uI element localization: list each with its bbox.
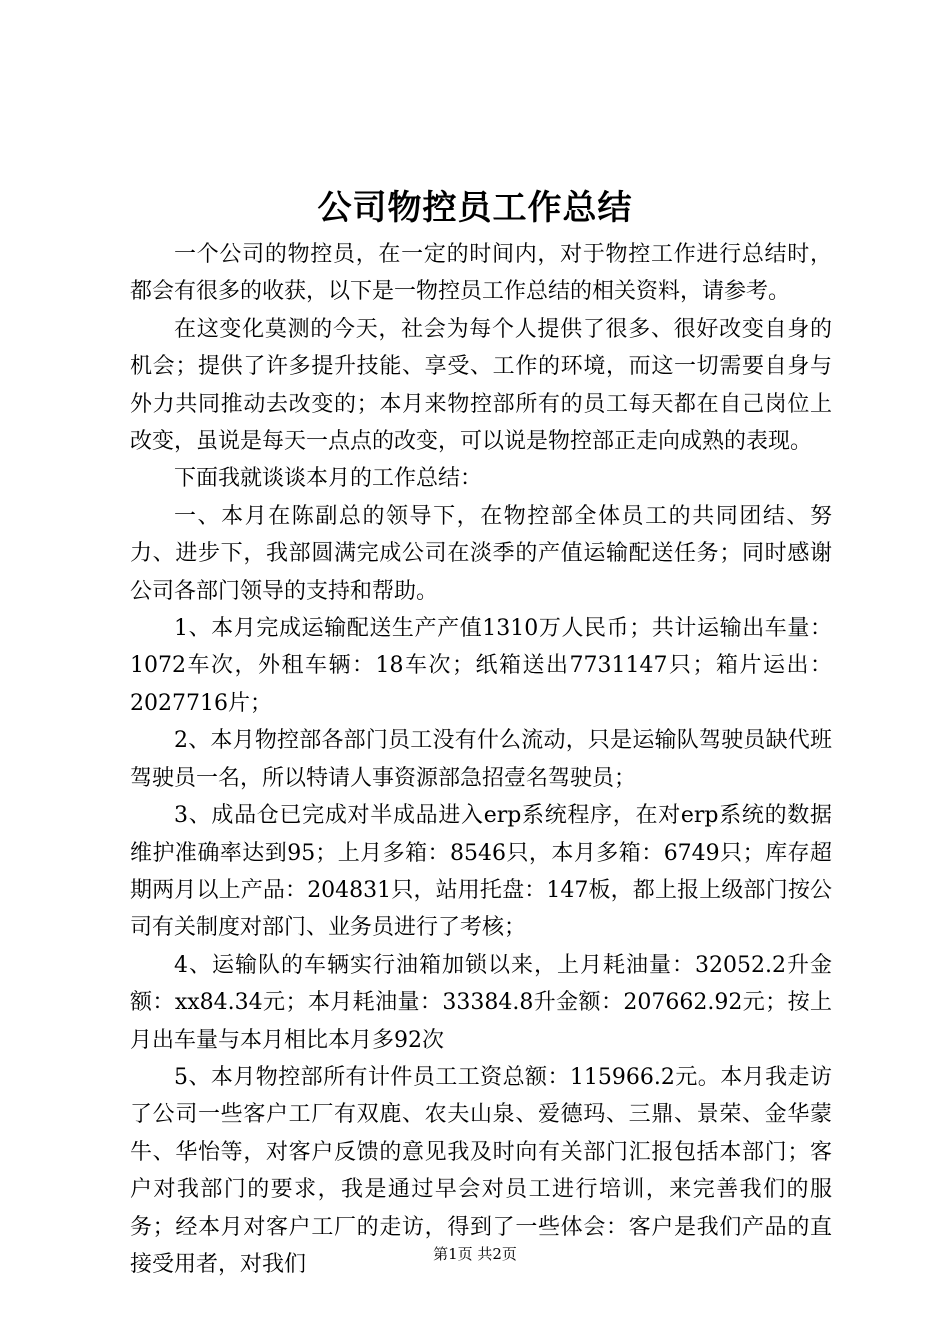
paragraph-item-1: 1、本月完成运输配送生产产值1310万人民币；共计运输出车量：1072车次，外租车辆：18车次；纸箱送出7731147只；箱片运出：2027716片； bbox=[130, 616, 832, 716]
paragraph-summary-lead: 下面我就谈谈本月的工作总结： bbox=[174, 466, 483, 492]
paragraph-item-5: 5、本月物控部所有计件员工工资总额：115966.2元。本月我走访了公司一些客户工厂有双鹿、农夫山泉、爱德玛、三鼎、景荣、金华蒙牛、华怡等，对客户反馈的意见我及时向有关部门汇报包括本部门；客户对我部门的要求，我是通过早会对员工进行培训，来完善我们的服务；经本月对客户工厂的走访，得到了一些体会：客户是我们产品的直接受用者，对我们 bbox=[130, 1064, 832, 1277]
page-footer: 第1页 共2页 bbox=[433, 1245, 517, 1263]
paragraph-item-4: 4、运输队的车辆实行油箱加锁以来，上月耗油量：32052.2升金额：xx84.34元；本月耗油量：33384.8升金额：207662.92元；按上月出车量与本月相比本月多92次 bbox=[130, 952, 832, 1053]
paragraph-context: 在这变化莫测的今天，社会为每个人提供了很多、很好改变自身的机会；提供了许多提升技能、享受、工作的环境，而这一切需要自身与外力共同推动去改变的；本月来物控部所有的员工每天都在自己岗位上改变，虽说是每天一点点的改变，可以说是物控部正走向成熟的表现。 bbox=[130, 316, 832, 455]
document-body bbox=[130, 236, 832, 1283]
paragraph-section-one: 一、本月在陈副总的领导下，在物控部全体员工的共同团结、努力、进步下，我部圆满完成公司在淡季的产值运输配送任务；同时感谢公司各部门领导的支持和帮助。 bbox=[130, 503, 832, 604]
paragraph-intro: 一个公司的物控员，在一定的时间内，对于物控工作进行总结时，都会有很多的收获，以下是一物控员工作总结的相关资料，请参考。 bbox=[130, 242, 832, 305]
page-title: 公司物控员工作总结 bbox=[317, 188, 633, 228]
paragraph-item-2: 2、本月物控部各部门员工没有什么流动，只是运输队驾驶员缺代班驾驶员一名，所以特请人事资源部急招壹名驾驶员； bbox=[130, 728, 832, 791]
paragraph-item-3: 3、成品仓已完成对半成品进入erp系统程序，在对erp系统的数据维护准确率达到95；上月多箱：8546只，本月多箱：6749只；库存超期两月以上产品：204831只，站用托盘：147板，都上报上级部门按公司有关制度对部门、业务员进行了考核； bbox=[130, 803, 832, 941]
